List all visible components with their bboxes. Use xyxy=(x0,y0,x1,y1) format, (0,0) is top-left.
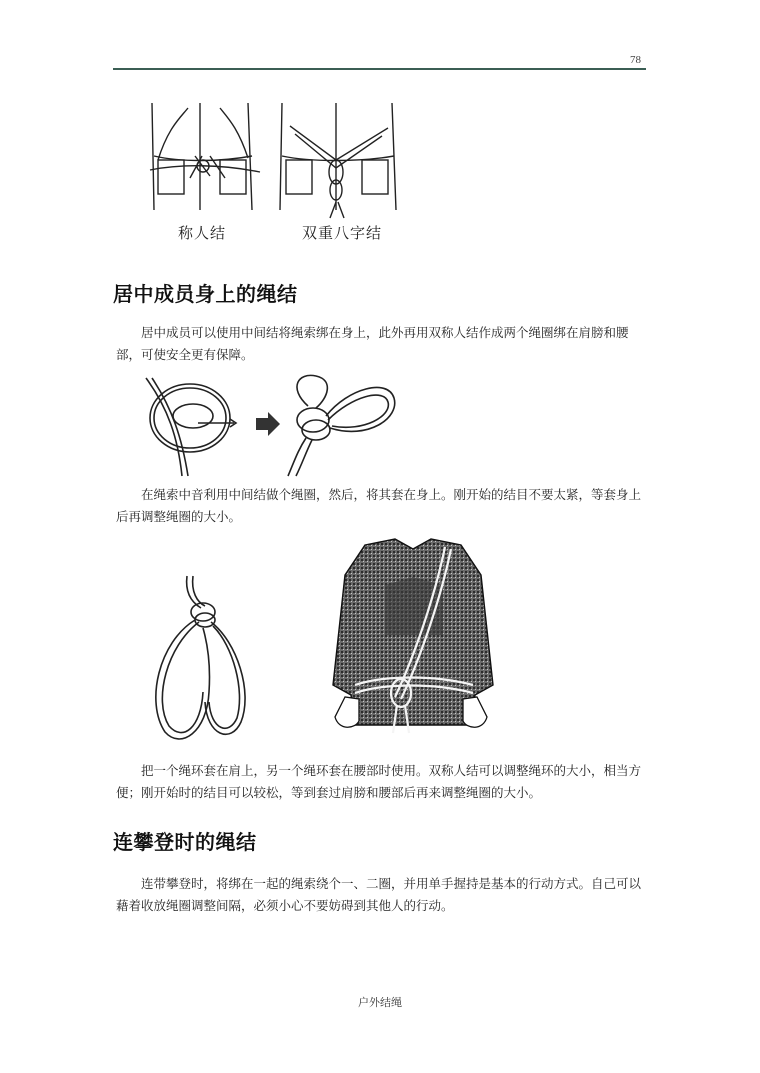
page-number: 78 xyxy=(630,54,641,66)
section2-heading: 连攀登时的绳结 xyxy=(113,830,257,854)
section1-heading: 居中成员身上的绳结 xyxy=(113,282,298,306)
jacket-illustration xyxy=(325,535,500,748)
loops-illustration xyxy=(145,572,255,748)
arrow-right-icon xyxy=(256,412,280,436)
figure1-label-left: 称人结 xyxy=(178,224,227,242)
section1-paragraph-2: 在绳索中音利用中间结做个绳圈，然后，将其套在身上。刚开始的结目不要太紧，等套身上后再调整绳圈的大小。 xyxy=(116,487,642,524)
figure-jacket-with-rope xyxy=(325,535,500,748)
section1-paragraph-1: 居中成员可以使用中间结将绳索绑在身上，此外再用双称人结作成两个绳圈绑在肩膀和腰部，可使安全更有保障。 xyxy=(116,325,629,362)
page-footer: 户外结绳 xyxy=(358,996,402,1009)
figure1-label-right: 双重八字结 xyxy=(302,224,383,242)
figure-middle-knot-steps xyxy=(138,368,408,478)
section2-paragraph-1: 连带攀登时，将绑在一起的绳索绕个一、二圈，并用单手握持是基本的行动方式。自己可以藉着收放绳圈调整间隔，必须小心不要妨碍到其他人的行动。 xyxy=(116,876,642,913)
section1-paragraph-3: 把一个绳环套在肩上，另一个绳环套在腰部时使用。双称人结可以调整绳环的大小，相当方便；刚开始时的结目可以较松，等到套过肩膀和腰部后再来调整绳圈的大小。 xyxy=(116,763,642,800)
figure-double-bowline-loops xyxy=(145,572,255,748)
knot-steps-illustration xyxy=(138,368,408,478)
header-rule xyxy=(113,68,646,70)
